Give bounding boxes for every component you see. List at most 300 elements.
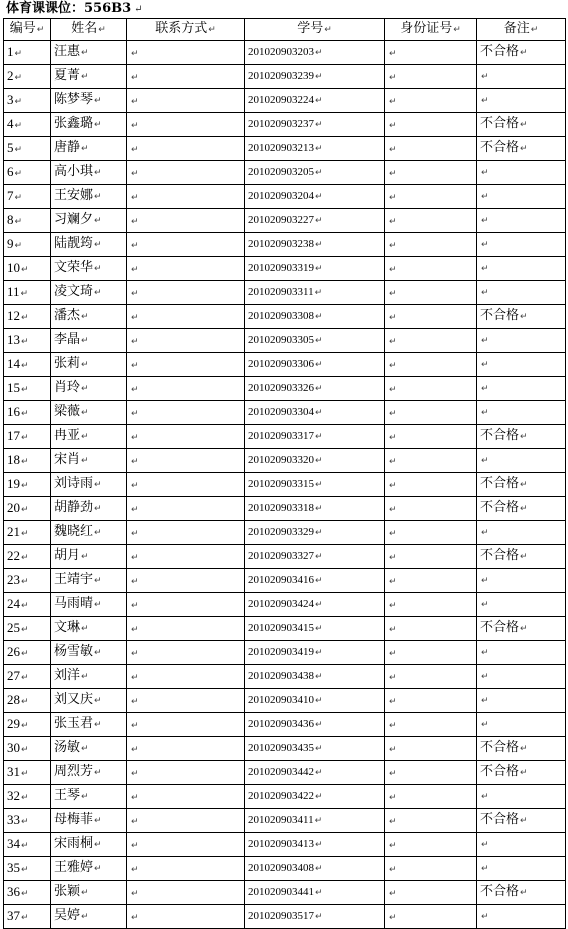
paragraph-mark-icon: ↵ <box>21 456 29 467</box>
cell-student-id-text: 201020903318 <box>248 501 314 514</box>
paragraph-mark-icon: ↵ <box>520 744 528 754</box>
header-remark <box>477 19 566 41</box>
cell-id-card <box>385 569 477 593</box>
paragraph-mark-icon: ↵ <box>389 457 397 467</box>
cell-student-id-text: 201020903306 <box>248 357 314 370</box>
paragraph-mark-icon: ↵ <box>315 191 323 202</box>
paragraph-mark-icon: ↵ <box>481 240 489 250</box>
paragraph-mark-icon: ↵ <box>481 912 489 922</box>
cell-student-id-text: 201020903422 <box>248 789 314 802</box>
cell-remark-text: 不合格 <box>480 812 520 827</box>
cell-student-id <box>245 353 385 377</box>
paragraph-mark-icon: ↵ <box>389 865 397 875</box>
paragraph-mark-icon: ↵ <box>315 311 323 322</box>
paragraph-mark-icon: ↵ <box>131 793 139 803</box>
paragraph-mark-icon: ↵ <box>131 745 139 755</box>
cell-remark <box>477 65 566 89</box>
cell-student-id-text: 201020903305 <box>248 333 314 346</box>
cell-id-card <box>385 65 477 89</box>
cell-number-text: 2 <box>7 67 14 83</box>
cell-id-card <box>385 185 477 209</box>
paragraph-mark-icon: ↵ <box>389 601 397 611</box>
cell-contact <box>127 113 245 137</box>
paragraph-mark-icon: ↵ <box>81 312 89 322</box>
table-row <box>4 449 566 473</box>
cell-number-text: 27 <box>7 667 20 683</box>
cell-number <box>4 113 51 137</box>
cell-student-id <box>245 593 385 617</box>
cell-contact <box>127 761 245 785</box>
cell-student-id <box>245 521 385 545</box>
paragraph-mark-icon: ↵ <box>481 336 489 346</box>
header-number-label: 编号 <box>9 21 36 36</box>
cell-student-id-text: 201020903408 <box>248 861 314 874</box>
cell-contact <box>127 65 245 89</box>
cell-name-text: 张颖 <box>54 884 81 899</box>
paragraph-mark-icon: ↵ <box>389 529 397 539</box>
cell-id-card <box>385 209 477 233</box>
cell-number <box>4 41 51 65</box>
paragraph-mark-icon: ↵ <box>315 359 323 370</box>
cell-number-text: 6 <box>7 163 14 179</box>
paragraph-mark-icon: ↵ <box>481 720 489 730</box>
cell-name <box>51 833 127 857</box>
cell-remark-text: 不合格 <box>480 500 520 515</box>
paragraph-mark-icon: ↵ <box>389 145 397 155</box>
paragraph-mark-icon: ↵ <box>315 95 323 106</box>
paragraph-mark-icon: ↵ <box>21 528 29 539</box>
paragraph-mark-icon: ↵ <box>94 528 102 538</box>
cell-name <box>51 281 127 305</box>
cell-number-text: 30 <box>7 739 20 755</box>
cell-remark <box>477 617 566 641</box>
cell-name-text: 魏晓红 <box>54 524 94 539</box>
paragraph-mark-icon: ↵ <box>131 313 139 323</box>
cell-remark <box>477 689 566 713</box>
cell-id-card <box>385 521 477 545</box>
cell-student-id <box>245 377 385 401</box>
cell-remark <box>477 497 566 521</box>
cell-number-text: 35 <box>7 859 20 875</box>
table-row <box>4 737 566 761</box>
cell-name-text: 汤敏 <box>54 740 81 755</box>
paragraph-mark-icon: ↵ <box>131 577 139 587</box>
cell-number <box>4 305 51 329</box>
cell-number-text: 37 <box>7 907 20 923</box>
cell-id-card <box>385 737 477 761</box>
table-row <box>4 521 566 545</box>
cell-number <box>4 401 51 425</box>
paragraph-mark-icon: ↵ <box>81 624 89 634</box>
cell-remark <box>477 641 566 665</box>
cell-name-text: 习斓夕 <box>54 212 94 227</box>
cell-remark <box>477 785 566 809</box>
cell-name <box>51 329 127 353</box>
table-row <box>4 857 566 881</box>
paragraph-mark-icon: ↵ <box>389 313 397 323</box>
cell-name <box>51 473 127 497</box>
cell-contact <box>127 473 245 497</box>
cell-student-id-text: 201020903204 <box>248 189 314 202</box>
cell-name <box>51 209 127 233</box>
cell-contact <box>127 161 245 185</box>
paragraph-mark-icon: ↵ <box>94 480 102 490</box>
cell-student-id <box>245 137 385 161</box>
cell-student-id <box>245 41 385 65</box>
cell-id-card <box>385 881 477 905</box>
paragraph-mark-icon: ↵ <box>94 240 102 250</box>
paragraph-mark-icon: ↵ <box>131 889 139 899</box>
cell-contact <box>127 401 245 425</box>
paragraph-mark-icon: ↵ <box>14 48 23 59</box>
cell-student-id <box>245 401 385 425</box>
table-row <box>4 905 566 929</box>
cell-name-text: 刘又庆 <box>54 692 94 707</box>
paragraph-mark-icon: ↵ <box>520 48 528 58</box>
cell-remark <box>477 665 566 689</box>
cell-remark <box>477 89 566 113</box>
cell-name-text: 张莉 <box>54 356 81 371</box>
table-row <box>4 473 566 497</box>
paragraph-mark-icon: ↵ <box>520 888 528 898</box>
cell-remark <box>477 377 566 401</box>
cell-student-id <box>245 641 385 665</box>
paragraph-mark-icon: ↵ <box>315 647 323 658</box>
cell-id-card <box>385 233 477 257</box>
cell-contact <box>127 713 245 737</box>
cell-number-text: 19 <box>7 475 20 491</box>
paragraph-mark-icon: ↵ <box>94 816 102 826</box>
paragraph-mark-icon: ↵ <box>389 169 397 179</box>
paragraph-mark-icon: ↵ <box>94 696 102 706</box>
cell-remark-text: 不合格 <box>480 476 520 491</box>
paragraph-mark-icon: ↵ <box>21 600 29 611</box>
paragraph-mark-icon: ↵ <box>131 673 139 683</box>
cell-number <box>4 425 51 449</box>
paragraph-mark-icon: ↵ <box>389 649 397 659</box>
cell-number <box>4 809 51 833</box>
paragraph-mark-icon: ↵ <box>81 432 89 442</box>
cell-remark-text: 不合格 <box>480 140 520 155</box>
cell-student-id <box>245 185 385 209</box>
cell-id-card <box>385 449 477 473</box>
cell-student-id-text: 201020903416 <box>248 573 314 586</box>
paragraph-mark-icon: ↵ <box>131 265 139 275</box>
cell-name-text: 唐静 <box>54 140 81 155</box>
table-row <box>4 161 566 185</box>
cell-remark <box>477 425 566 449</box>
cell-number <box>4 785 51 809</box>
paragraph-mark-icon: ↵ <box>389 97 397 107</box>
cell-id-card <box>385 905 477 929</box>
cell-contact <box>127 137 245 161</box>
cell-remark-text: 不合格 <box>480 308 520 323</box>
cell-number <box>4 89 51 113</box>
cell-number-text: 3 <box>7 91 14 107</box>
cell-student-id-text: 201020903411 <box>248 813 314 826</box>
table-row <box>4 65 566 89</box>
cell-name <box>51 185 127 209</box>
table-row <box>4 305 566 329</box>
roster-body <box>4 41 566 929</box>
cell-id-card <box>385 833 477 857</box>
paragraph-mark-icon: ↵ <box>315 623 323 634</box>
paragraph-mark-icon: ↵ <box>94 864 102 874</box>
paragraph-mark-icon: ↵ <box>131 697 139 707</box>
cell-student-id-text: 201020903317 <box>248 429 314 442</box>
student-roster-table <box>3 18 566 929</box>
cell-remark <box>477 737 566 761</box>
cell-name <box>51 809 127 833</box>
cell-contact <box>127 305 245 329</box>
table-row <box>4 761 566 785</box>
table-row <box>4 689 566 713</box>
paragraph-mark-icon: ↵ <box>94 648 102 658</box>
cell-number-text: 9 <box>7 235 14 251</box>
cell-remark-text: 不合格 <box>480 428 520 443</box>
cell-student-id-text: 201020903436 <box>248 717 314 730</box>
cell-number <box>4 281 51 305</box>
cell-remark <box>477 713 566 737</box>
cell-student-id-text: 201020903237 <box>248 117 314 130</box>
table-row <box>4 209 566 233</box>
paragraph-mark-icon: ↵ <box>131 97 139 107</box>
cell-id-card <box>385 401 477 425</box>
paragraph-mark-icon: ↵ <box>21 408 29 419</box>
paragraph-mark-icon: ↵ <box>315 791 323 802</box>
paragraph-mark-icon: ↵ <box>94 216 102 226</box>
paragraph-mark-icon: ↵ <box>389 193 397 203</box>
cell-remark <box>477 449 566 473</box>
paragraph-mark-icon: ↵ <box>21 768 29 779</box>
cell-number <box>4 545 51 569</box>
cell-number-text: 8 <box>7 211 14 227</box>
header-student-id <box>245 19 385 41</box>
paragraph-mark-icon: ↵ <box>21 672 29 683</box>
table-row <box>4 785 566 809</box>
paragraph-mark-icon: ↵ <box>389 793 397 803</box>
cell-student-id <box>245 329 385 353</box>
cell-id-card <box>385 665 477 689</box>
cell-number <box>4 233 51 257</box>
table-row <box>4 497 566 521</box>
paragraph-mark-icon: ↵ <box>520 816 528 826</box>
header-name-label: 姓名 <box>71 21 98 36</box>
cell-name <box>51 593 127 617</box>
paragraph-mark-icon: ↵ <box>81 48 89 58</box>
paragraph-mark-icon: ↵ <box>481 264 489 274</box>
cell-name-text: 王琴 <box>54 788 81 803</box>
paragraph-mark-icon: ↵ <box>21 552 29 563</box>
paragraph-mark-icon: ↵ <box>481 192 489 202</box>
cell-name-text: 宋雨桐 <box>54 836 94 851</box>
paragraph-mark-icon: ↵ <box>131 649 139 659</box>
cell-contact <box>127 353 245 377</box>
paragraph-mark-icon: ↵ <box>131 217 139 227</box>
cell-name-text: 梁薇 <box>54 404 81 419</box>
paragraph-mark-icon: ↵ <box>389 241 397 251</box>
paragraph-mark-icon: ↵ <box>131 409 139 419</box>
cell-student-id-text: 201020903517 <box>248 909 314 922</box>
paragraph-mark-icon: ↵ <box>315 695 323 706</box>
paragraph-mark-icon: ↵ <box>315 71 323 82</box>
cell-remark <box>477 329 566 353</box>
cell-number <box>4 473 51 497</box>
cell-name <box>51 425 127 449</box>
paragraph-mark-icon: ↵ <box>520 432 528 442</box>
cell-number-text: 7 <box>7 187 14 203</box>
cell-number <box>4 665 51 689</box>
table-row <box>4 545 566 569</box>
cell-remark <box>477 761 566 785</box>
cell-name <box>51 89 127 113</box>
cell-id-card <box>385 257 477 281</box>
cell-name <box>51 305 127 329</box>
paragraph-mark-icon: ↵ <box>315 911 323 922</box>
paragraph-mark-icon: ↵ <box>520 144 528 154</box>
paragraph-mark-icon: ↵ <box>94 720 102 730</box>
paragraph-mark-icon: ↵ <box>389 505 397 515</box>
cell-contact <box>127 881 245 905</box>
paragraph-mark-icon: ↵ <box>81 792 89 802</box>
paragraph-mark-icon: ↵ <box>315 767 323 778</box>
cell-name-text: 母梅菲 <box>54 812 94 827</box>
cell-contact <box>127 665 245 689</box>
cell-remark <box>477 569 566 593</box>
cell-number <box>4 329 51 353</box>
paragraph-mark-icon: ↵ <box>131 769 139 779</box>
paragraph-mark-icon: ↵ <box>131 145 139 155</box>
cell-number <box>4 449 51 473</box>
cell-id-card <box>385 617 477 641</box>
cell-name-text: 刘洋 <box>54 668 81 683</box>
paragraph-mark-icon: ↵ <box>315 215 323 226</box>
cell-student-id <box>245 281 385 305</box>
cell-number-text: 34 <box>7 835 20 851</box>
cell-name-text: 凌文琦 <box>54 284 94 299</box>
cell-number <box>4 761 51 785</box>
cell-number-text: 32 <box>7 787 20 803</box>
paragraph-mark-icon: ↵ <box>389 697 397 707</box>
paragraph-mark-icon: ↵ <box>94 264 102 274</box>
cell-number-text: 25 <box>7 619 20 635</box>
paragraph-mark-icon: ↵ <box>481 72 489 82</box>
cell-number <box>4 617 51 641</box>
cell-student-id-text: 201020903203 <box>248 45 314 58</box>
cell-id-card <box>385 329 477 353</box>
paragraph-mark-icon: ↵ <box>481 696 489 706</box>
cell-id-card <box>385 545 477 569</box>
cell-number <box>4 185 51 209</box>
cell-name <box>51 905 127 929</box>
paragraph-mark-icon: ↵ <box>520 552 528 562</box>
paragraph-mark-icon: ↵ <box>131 865 139 875</box>
paragraph-mark-icon: ↵ <box>389 745 397 755</box>
cell-remark-text: 不合格 <box>480 764 520 779</box>
cell-number <box>4 713 51 737</box>
paragraph-mark-icon: ↵ <box>530 25 539 35</box>
cell-student-id <box>245 833 385 857</box>
cell-contact <box>127 737 245 761</box>
paragraph-mark-icon: ↵ <box>94 600 102 610</box>
paragraph-mark-icon: ↵ <box>520 768 528 778</box>
cell-contact <box>127 449 245 473</box>
title-text: 体育课课位：556B3 <box>6 1 132 16</box>
cell-student-id <box>245 785 385 809</box>
cell-name-text: 文琳 <box>54 620 81 635</box>
cell-name <box>51 857 127 881</box>
cell-student-id <box>245 881 385 905</box>
cell-id-card <box>385 713 477 737</box>
cell-name <box>51 161 127 185</box>
paragraph-mark-icon: ↵ <box>131 433 139 443</box>
table-row <box>4 401 566 425</box>
paragraph-mark-icon: ↵ <box>315 455 323 466</box>
cell-name-text: 潘杰 <box>54 308 81 323</box>
paragraph-mark-icon: ↵ <box>21 840 29 851</box>
paragraph-mark-icon: ↵ <box>315 719 323 730</box>
cell-remark <box>477 521 566 545</box>
table-row <box>4 281 566 305</box>
paragraph-mark-icon: ↵ <box>21 624 29 635</box>
paragraph-mark-icon: ↵ <box>94 120 102 130</box>
cell-name <box>51 545 127 569</box>
paragraph-mark-icon: ↵ <box>314 287 323 298</box>
paragraph-mark-icon: ↵ <box>520 480 528 490</box>
cell-student-id <box>245 761 385 785</box>
paragraph-mark-icon: ↵ <box>389 553 397 563</box>
paragraph-mark-icon: ↵ <box>389 769 397 779</box>
header-name <box>51 19 127 41</box>
cell-contact <box>127 689 245 713</box>
cell-name-text: 汪惠 <box>54 44 81 59</box>
cell-student-id-text: 201020903311 <box>248 285 314 298</box>
table-row <box>4 593 566 617</box>
paragraph-mark-icon: ↵ <box>94 288 102 298</box>
cell-name-text: 肖玲 <box>54 380 81 395</box>
paragraph-mark-icon: ↵ <box>389 841 397 851</box>
paragraph-mark-icon: ↵ <box>131 841 139 851</box>
cell-name-text: 高小琪 <box>54 164 94 179</box>
table-header-row <box>4 19 566 41</box>
cell-contact <box>127 497 245 521</box>
cell-name <box>51 881 127 905</box>
cell-name-text: 周烈芳 <box>54 764 94 779</box>
paragraph-mark-icon: ↵ <box>481 288 489 298</box>
cell-remark <box>477 857 566 881</box>
paragraph-mark-icon: ↵ <box>481 456 489 466</box>
cell-number-text: 36 <box>7 883 20 899</box>
cell-name <box>51 689 127 713</box>
cell-number <box>4 737 51 761</box>
cell-name-text: 胡静劲 <box>54 500 94 515</box>
cell-number-text: 15 <box>7 379 20 395</box>
paragraph-mark-icon: ↵ <box>21 648 29 659</box>
cell-number <box>4 689 51 713</box>
paragraph-mark-icon: ↵ <box>389 265 397 275</box>
paragraph-mark-icon: ↵ <box>131 481 139 491</box>
paragraph-mark-icon: ↵ <box>389 913 397 923</box>
paragraph-mark-icon: ↵ <box>131 121 139 131</box>
cell-number-text: 28 <box>7 691 20 707</box>
cell-number <box>4 377 51 401</box>
cell-student-id <box>245 809 385 833</box>
cell-student-id <box>245 665 385 689</box>
cell-remark <box>477 833 566 857</box>
paragraph-mark-icon: ↵ <box>131 385 139 395</box>
cell-student-id-text: 201020903213 <box>248 141 314 154</box>
cell-id-card <box>385 473 477 497</box>
